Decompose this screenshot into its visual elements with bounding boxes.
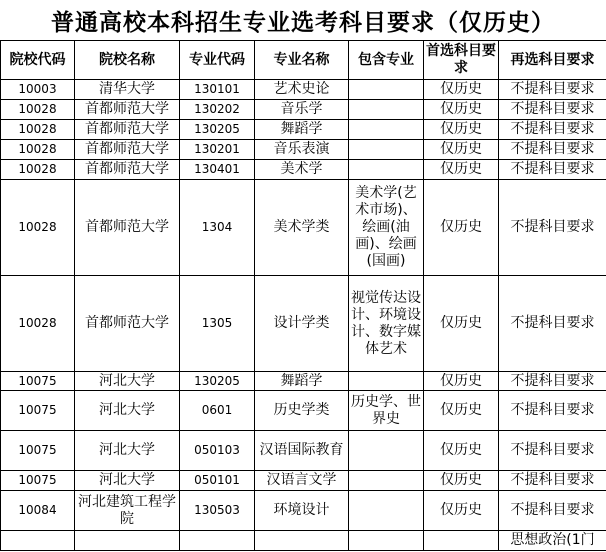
second-subject-cell: 不提科目要求 [499, 372, 606, 391]
table-row [1, 100, 606, 120]
school-name-cell: 河北大学 [75, 372, 180, 391]
page-title: 普通高校本科招生专业选考科目要求（仅历史） [51, 8, 555, 36]
first-subject-cell: 仅历史 [424, 160, 499, 180]
column-header-school-code: 院校代码 [1, 41, 75, 80]
second-subject-cell: 不提科目要求 [499, 431, 606, 471]
school-name-cell: 河北大学 [75, 431, 180, 471]
major-name-cell: 音乐表演 [255, 140, 349, 160]
included-majors-cell [349, 160, 424, 180]
major-code-cell: 130101 [180, 80, 255, 100]
first-subject-cell: 仅历史 [424, 100, 499, 120]
school-code-cell: 10075 [1, 431, 75, 471]
second-subject-cell: 不提科目要求 [499, 100, 606, 120]
column-header-school-name: 院校名称 [75, 41, 180, 80]
school-code-cell: 10028 [1, 140, 75, 160]
first-subject-cell: 仅历史 [424, 276, 499, 372]
major-code-cell: 130205 [180, 120, 255, 140]
second-subject-cell: 不提科目要求 [499, 160, 606, 180]
first-subject-cell: 仅历史 [424, 471, 499, 491]
major-code-cell [180, 531, 255, 551]
school-name-cell: 首都师范大学 [75, 276, 180, 372]
major-code-cell: 130201 [180, 140, 255, 160]
column-header-included-majors: 包含专业 [349, 41, 424, 80]
table-row [1, 276, 606, 372]
major-name-cell: 舞蹈学 [255, 120, 349, 140]
table-row [1, 372, 606, 391]
major-name-cell: 美术学类 [255, 180, 349, 276]
school-code-cell: 10028 [1, 180, 75, 276]
second-subject-cell: 不提科目要求 [499, 276, 606, 372]
major-name-cell: 历史学类 [255, 391, 349, 431]
major-name-cell: 美术学 [255, 160, 349, 180]
table-row [1, 491, 606, 531]
included-majors-cell [349, 372, 424, 391]
second-subject-cell: 不提科目要求 [499, 80, 606, 100]
school-name-cell: 清华大学 [75, 80, 180, 100]
column-header-major-name: 专业名称 [255, 41, 349, 80]
first-subject-cell: 仅历史 [424, 140, 499, 160]
school-code-cell: 10084 [1, 491, 75, 531]
school-code-cell: 10028 [1, 100, 75, 120]
second-subject-cell: 不提科目要求 [499, 491, 606, 531]
major-code-cell: 1305 [180, 276, 255, 372]
included-majors-cell [349, 471, 424, 491]
school-name-cell: 首都师范大学 [75, 160, 180, 180]
included-majors-cell [349, 80, 424, 100]
first-subject-cell: 仅历史 [424, 391, 499, 431]
school-name-cell: 河北大学 [75, 471, 180, 491]
included-majors-cell: 美术学(艺术市场)、绘画(油画)、绘画(国画) [349, 180, 424, 276]
major-name-cell: 汉语国际教育 [255, 431, 349, 471]
school-code-cell [1, 531, 75, 551]
school-name-cell: 首都师范大学 [75, 180, 180, 276]
school-code-cell: 10028 [1, 160, 75, 180]
table-row [1, 80, 606, 100]
major-code-cell: 130202 [180, 100, 255, 120]
school-name-cell: 河北建筑工程学院 [75, 491, 180, 531]
included-majors-cell: 视觉传达设计、环境设计、数字媒体艺术 [349, 276, 424, 372]
school-name-cell: 首都师范大学 [75, 140, 180, 160]
included-majors-cell [349, 431, 424, 471]
major-name-cell [255, 531, 349, 551]
school-code-cell: 10075 [1, 391, 75, 431]
second-subject-cell: 不提科目要求 [499, 471, 606, 491]
second-subject-cell: 不提科目要求 [499, 391, 606, 431]
included-majors-cell [349, 100, 424, 120]
table-row [1, 140, 606, 160]
table-row [1, 120, 606, 140]
school-name-cell: 首都师范大学 [75, 120, 180, 140]
major-code-cell: 1304 [180, 180, 255, 276]
school-name-cell: 河北大学 [75, 391, 180, 431]
included-majors-cell [349, 531, 424, 551]
first-subject-cell: 仅历史 [424, 431, 499, 471]
major-code-cell: 130401 [180, 160, 255, 180]
school-code-cell: 10075 [1, 372, 75, 391]
major-code-cell: 130205 [180, 372, 255, 391]
table-row [1, 180, 606, 276]
first-subject-cell: 仅历史 [424, 372, 499, 391]
major-code-cell: 050103 [180, 431, 255, 471]
second-subject-cell: 思想政治(1门 [499, 531, 606, 551]
first-subject-cell: 仅历史 [424, 180, 499, 276]
column-header-major-code: 专业代码 [180, 41, 255, 80]
major-name-cell: 环境设计 [255, 491, 349, 531]
included-majors-cell: 历史学、世界史 [349, 391, 424, 431]
school-code-cell: 10028 [1, 276, 75, 372]
first-subject-cell: 仅历史 [424, 80, 499, 100]
table-row [1, 431, 606, 471]
second-subject-cell: 不提科目要求 [499, 120, 606, 140]
table-row [1, 160, 606, 180]
major-code-cell: 130503 [180, 491, 255, 531]
first-subject-cell: 仅历史 [424, 120, 499, 140]
school-code-cell: 10003 [1, 80, 75, 100]
major-name-cell: 设计学类 [255, 276, 349, 372]
major-code-cell: 0601 [180, 391, 255, 431]
school-name-cell: 首都师范大学 [75, 100, 180, 120]
column-header-first-subject: 首选科目要求 [424, 41, 499, 80]
table-row [1, 531, 606, 551]
second-subject-cell: 不提科目要求 [499, 140, 606, 160]
first-subject-cell: 仅历史 [424, 491, 499, 531]
school-code-cell: 10028 [1, 120, 75, 140]
table-header-row [1, 41, 606, 80]
school-name-cell [75, 531, 180, 551]
table-row [1, 471, 606, 491]
column-header-second-subject: 再选科目要求 [499, 41, 606, 80]
major-code-cell: 050101 [180, 471, 255, 491]
included-majors-cell [349, 120, 424, 140]
major-name-cell: 艺术史论 [255, 80, 349, 100]
major-name-cell: 舞蹈学 [255, 372, 349, 391]
included-majors-cell [349, 140, 424, 160]
requirements-table [0, 40, 606, 551]
table-row [1, 391, 606, 431]
second-subject-cell: 不提科目要求 [499, 180, 606, 276]
included-majors-cell [349, 491, 424, 531]
major-name-cell: 汉语言文学 [255, 471, 349, 491]
major-name-cell: 音乐学 [255, 100, 349, 120]
school-code-cell: 10075 [1, 471, 75, 491]
first-subject-cell [424, 531, 499, 551]
